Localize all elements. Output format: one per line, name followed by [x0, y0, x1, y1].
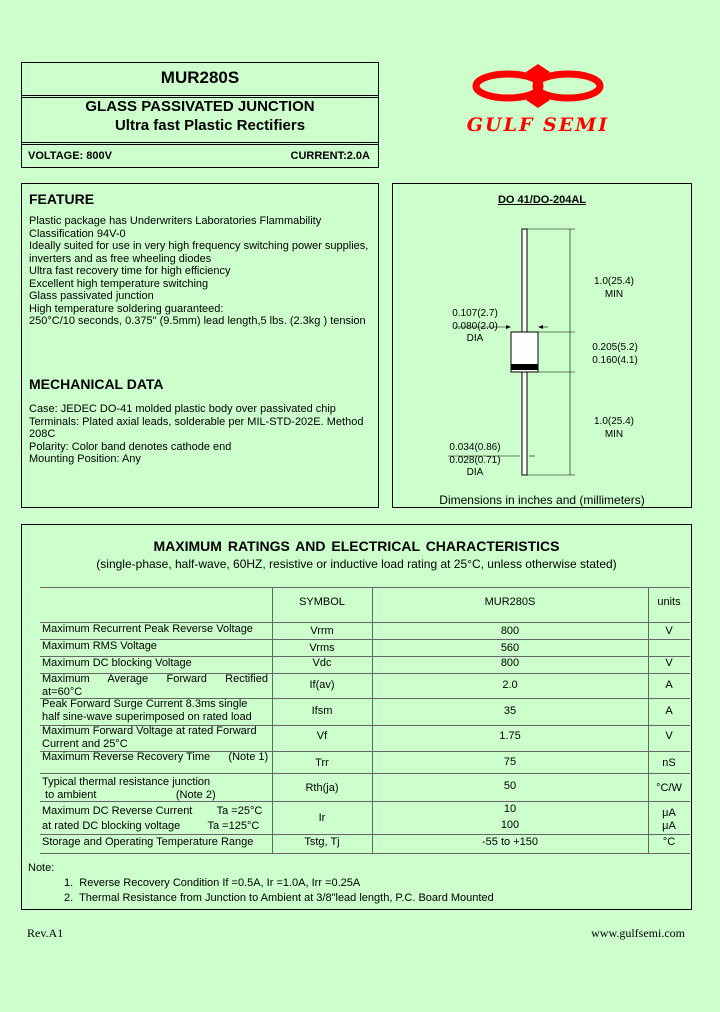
- param-label: Maximum DC blocking Voltage: [42, 657, 192, 669]
- ratings-subheading: (single-phase, half-wave, 60HZ, resistive or inductive load rating at 25°C, unless otherwise stated): [96, 557, 617, 571]
- symbol-value: Ir: [318, 812, 326, 824]
- symbol-value: Vrms: [309, 642, 335, 654]
- dim-lead-dia: [445, 442, 505, 480]
- notes-heading: Note:: [28, 862, 55, 874]
- param-label: Maximum Forward Voltage at rated Forward: [42, 725, 257, 737]
- param-label-cont: at rated DC blocking voltage Ta =125°C: [42, 820, 260, 832]
- feature-heading: FEATURE: [29, 191, 95, 207]
- mechanical-line: 208C: [29, 428, 56, 440]
- feature-line: Glass passivated junction: [29, 290, 154, 302]
- feature-box: [21, 183, 379, 508]
- unit-value: A: [665, 705, 673, 717]
- param-label: Maximum DC Reverse Current Ta =25°C: [42, 805, 263, 817]
- dim-text: 0.205(5.2): [592, 342, 638, 353]
- param-label: Peak Forward Surge Current 8.3ms single: [42, 698, 248, 710]
- symbol-value: If(av): [309, 679, 335, 691]
- rating-value: 800: [500, 657, 520, 669]
- param-label: Maximum Average Forward Rectified: [42, 673, 268, 685]
- dim-text: 1.0(25.4): [593, 416, 635, 427]
- col-units-header: units: [657, 596, 681, 608]
- current-rating: CURRENT:2.0A: [290, 150, 370, 162]
- logo-text: GULF SEMI: [466, 114, 610, 136]
- dim-text: 0.028(0.71): [449, 454, 501, 466]
- col-symbol-header: SYMBOL: [299, 596, 345, 608]
- feature-line: Plastic package has Underwriters Laboratories Flammability: [29, 215, 322, 227]
- unit-value: A: [665, 679, 673, 691]
- param-label-cont: at=60°C: [42, 686, 83, 698]
- rating-value: -55 to +150: [482, 836, 538, 848]
- feature-list: [29, 215, 377, 328]
- feature-line: Ideally suited for use in very high frequency switching power supplies,: [29, 240, 369, 252]
- symbol-value: Tstg, Tj: [304, 836, 340, 848]
- rating-value: 35: [503, 705, 517, 717]
- feature-line: inverters and as free wheeling diodes: [29, 252, 212, 265]
- symbol-value: Ifsm: [311, 705, 333, 717]
- param-label-cont: Current and 25°C: [42, 738, 128, 750]
- dim-lead-top: [589, 276, 639, 301]
- title-box: [21, 62, 379, 168]
- dim-text: 0.160(4.1): [592, 354, 638, 366]
- package-name: DO 41/DO-204AL: [497, 194, 587, 206]
- rating-value-2: 100: [500, 819, 520, 831]
- symbol-value: Vrrm: [310, 625, 334, 637]
- website-url[interactable]: www.gulfsemi.com: [591, 926, 685, 940]
- mechanical-line: Terminals: Plated axial leads, solderable per MIL-STD-202E. Method: [29, 415, 364, 428]
- dim-text: DIA: [466, 333, 484, 344]
- rating-value: 50: [503, 780, 517, 792]
- mechanical-line: Mounting Position: Any: [29, 453, 141, 465]
- symbol-value: Rth(ja): [305, 782, 339, 794]
- param-label: Maximum Reverse Recovery Time (Note 1): [42, 751, 269, 763]
- mechanical-heading: MECHANICAL DATA: [29, 376, 164, 392]
- unit-value: V: [665, 730, 673, 742]
- symbol-value: Trr: [315, 757, 329, 769]
- logo-mark-icon: [458, 58, 618, 118]
- diode-outline-drawing: [393, 184, 691, 507]
- mechanical-line: Polarity: Color band denotes cathode end: [29, 440, 232, 453]
- unit-value: V: [665, 625, 673, 637]
- rating-value: 75: [503, 756, 517, 768]
- rating-value: 1.75: [499, 730, 521, 742]
- dimensions-caption: Dimensions in inches and (millimeters): [439, 493, 645, 507]
- dim-lead-bottom: [589, 416, 639, 441]
- param-label: Maximum Recurrent Peak Reverse Voltage: [42, 623, 253, 635]
- ratings-heading: MAXIMUM RATINGS AND ELECTRICAL CHARACTERISTICS: [153, 538, 560, 554]
- feature-line: Ultra fast recovery time for high efficiency: [29, 265, 231, 277]
- rating-value: 2.0: [502, 679, 518, 691]
- param-label: Typical thermal resistance junction: [42, 776, 211, 788]
- param-label-cont: to ambient (Note 2): [42, 789, 216, 801]
- dim-text: 1.0(25.4): [593, 276, 635, 287]
- title-line2: Ultra fast Plastic Rectifiers: [22, 117, 378, 145]
- mechanical-list: [29, 403, 377, 466]
- feature-line: Excellent high temperature switching: [29, 277, 209, 290]
- notes: [28, 861, 494, 906]
- dim-text: 0.080(2.0): [452, 320, 498, 332]
- col-part-header: MUR280S: [484, 596, 536, 608]
- rating-value: 560: [500, 642, 520, 654]
- unit-value: μA: [662, 807, 676, 819]
- gulf-semi-logo: [458, 58, 618, 138]
- symbol-value: Vdc: [312, 657, 332, 669]
- unit-value: °C: [662, 836, 676, 848]
- dim-text: 0.107(2.7): [452, 308, 498, 319]
- mechanical-line: Case: JEDEC DO-41 molded plastic body over passivated chip: [29, 403, 336, 415]
- note-2: 2. Thermal Resistance from Junction to Ambient at 3/8"lead length, P.C. Board Mounted: [64, 892, 494, 904]
- param-label: Maximum RMS Voltage: [42, 640, 157, 652]
- note-1: 1. Reverse Recovery Condition If =0.5A, Ir =1.0A, Irr =0.25A: [64, 877, 361, 889]
- rating-value: 800: [500, 625, 520, 637]
- title-line1: GLASS PASSIVATED JUNCTION: [85, 98, 315, 115]
- dim-body-length: [587, 342, 643, 367]
- dim-text: MIN: [604, 428, 624, 440]
- ratings-table: [40, 587, 690, 854]
- unit-value: V: [665, 657, 673, 669]
- dim-text: MIN: [604, 288, 624, 300]
- unit-value-2: μA: [662, 820, 676, 832]
- rating-value: 10: [503, 803, 517, 815]
- unit-value: nS: [662, 757, 676, 769]
- feature-line: Classification 94V-0: [29, 227, 126, 240]
- unit-value: °C/W: [656, 782, 682, 794]
- ratings-box: [21, 524, 692, 910]
- feature-line: 250°C/10 seconds, 0.375" (9.5mm) lead length,5 lbs. (2.3kg ) tension: [29, 315, 366, 327]
- part-number: MUR280S: [22, 63, 378, 98]
- param-label: Storage and Operating Temperature Range: [42, 836, 254, 848]
- revision-label: Rev.A1: [27, 926, 64, 940]
- dim-body-dia: [447, 308, 503, 346]
- feature-line: High temperature soldering guaranteed:: [29, 302, 224, 315]
- symbol-value: Vf: [316, 730, 328, 742]
- package-box: [392, 183, 692, 508]
- dim-text: 0.034(0.86): [449, 442, 501, 453]
- voltage-rating: VOLTAGE: 800V: [28, 150, 112, 162]
- param-label-cont: half sine-wave superimposed on rated load: [42, 711, 252, 723]
- dim-text: DIA: [466, 467, 484, 478]
